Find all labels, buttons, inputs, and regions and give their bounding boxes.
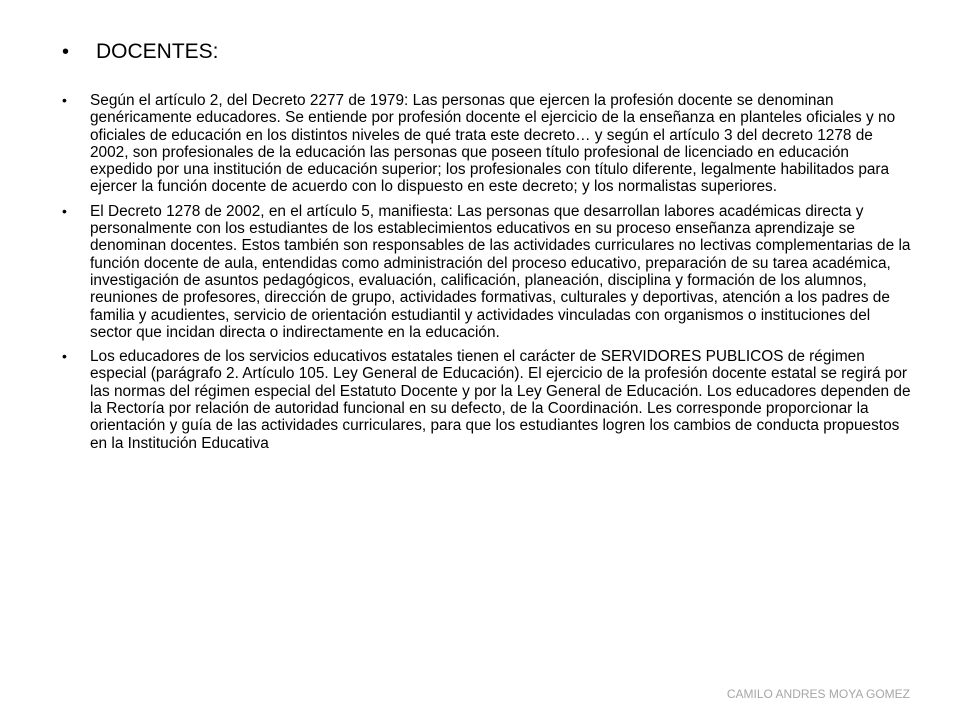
bullet-text: Los educadores de los servicios educativos estatales tienen el carácter de SERVIDORES PUBLICOS de régimen especial (parágrafo 2. Artículo 105. Ley General de Educación). El ejercicio de la profesión docente estatal se regirá por las normas del régimen especial del Estatuto Docente y por la Ley General de Educación. Los educadores dependen de la Rectoría por relación de autoridad funcional en su defecto, de la Coordinación. Les corresponde proporcionar la orientación y guía de las actividades curriculares, para que los estudiantes logren los cambios de conducta propuestos en la Institución Educativa	[90, 348, 911, 452]
list-item	[62, 348, 914, 452]
bullet-text: El Decreto 1278 de 2002, en el artículo 5, manifiesta: Las personas que desarrollan labores académicas directa y personalmente con los estudiantes de los establecimientos educativos en su proceso enseñanza aprendizaje se denominan docentes. Estos también son responsables de las actividades curriculares no lectivas complementarias de la función docente de aula, entendidas como administración del proceso educativo, preparación de su tarea académica, investigación de asuntos pedagógicos, evaluación, calificación, planeación, disciplina y formación de los alumnos, reuniones de profesores, dirección de grupo, actividades formativas, culturales y deportivas, atención a los padres de familia y acudientes, servicio de orientación estudiantil y actividades vinculadas con organismos o instituciones del sector que incidan directa o indirectamente en la educación.	[90, 202, 911, 341]
footer-author: CAMILO ANDRES MOYA GOMEZ	[726, 687, 910, 701]
bullet-icon: •	[62, 348, 67, 365]
bullet-icon: •	[62, 202, 67, 219]
list-item	[62, 92, 914, 196]
bullet-text: Según el artículo 2, del Decreto 2277 de 1979: Las personas que ejercen la profesión docente se denominan genéricamente educadores. Se entiende por profesión docente el ejercicio de la enseñanza en planteles oficiales y no oficiales de educación en los distintos niveles de qué trata este decreto… y según el artículo 3 del decreto 1278 de 2002, son profesionales de la educación las personas que poseen título profesional de licenciado en educación expedido por una institución de educación superior; los profesionales con título diferente, legalmente habilitados para ejercer la función docente de acuerdo con lo dispuesto en este decreto; y los normalistas superiores.	[90, 92, 896, 196]
bullet-icon: •	[62, 92, 67, 108]
heading-row	[62, 38, 902, 66]
bullet-icon: •	[62, 41, 70, 63]
slide-heading: DOCENTES:	[96, 40, 219, 63]
bullet-list	[62, 92, 914, 459]
list-item	[62, 203, 914, 341]
